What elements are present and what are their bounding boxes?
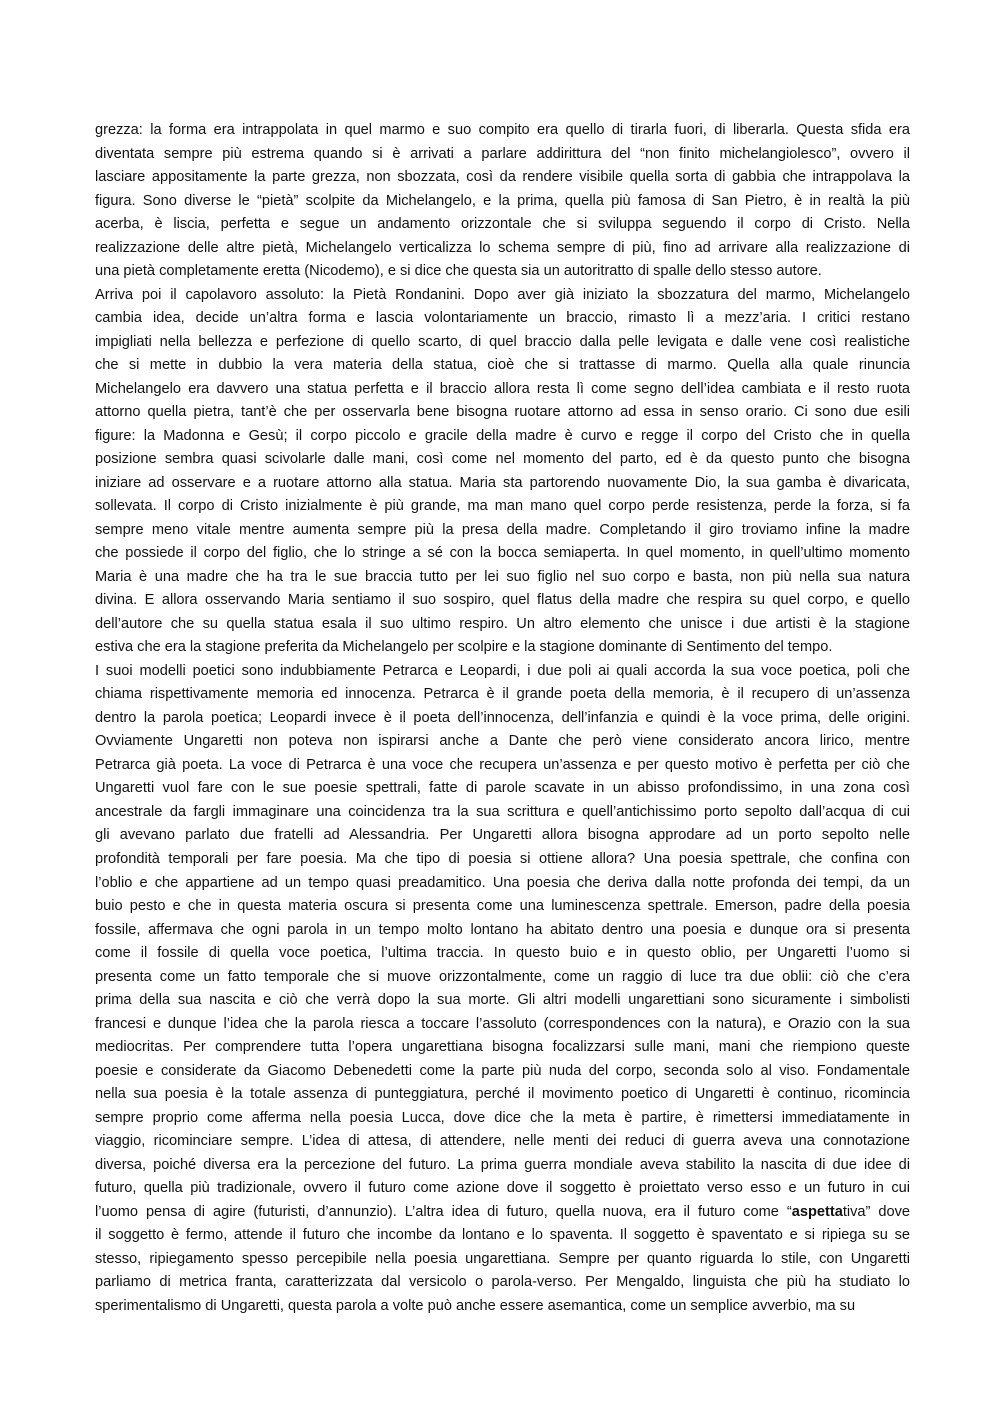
line-text: impigliati nella bellezza e perfezione di quello scarto, di quel braccio dalla pelle levigata e dalle vene così realistiche xyxy=(95,333,910,350)
text-line xyxy=(95,354,910,378)
line-text: fossile, affermava che ogni parola in un tempo molto lontano ha abitato dentro una poesia e dunque ora si presenta xyxy=(95,921,910,938)
text-line xyxy=(95,660,910,684)
text-line xyxy=(95,542,910,566)
line-text: come il fossile di quella voce poetica, l’ultima traccia. In questo buio e in questo oblio, per Ungaretti l’uomo si xyxy=(95,945,910,962)
text-line xyxy=(95,824,910,848)
line-text: I suoi modelli poetici sono indubbiamente Petrarca e Leopardi, i due poli ai quali accorda la sua voce poetica, poli che xyxy=(95,662,910,679)
line-text: parliamo di metrica franta, caratterizzata dal versicolo o parola-verso. Per Mengaldo, linguista che più ha studiato lo xyxy=(95,1274,910,1291)
line-text: figure: la Madonna e Gesù; il corpo piccolo e gracile della madre è curvo e regge il corpo del Cristo che in quella xyxy=(95,427,910,444)
text-line xyxy=(95,425,910,449)
text-line xyxy=(95,1201,910,1225)
line-text: dell’autore che su quella statua esala il suo ultimo respiro. Un altro elemento che unisce i due artisti è la stagione xyxy=(95,615,910,632)
text-line xyxy=(95,1224,910,1248)
line-text: ancestrale da fargli immaginare una coincidenza tra la sua scrittura e quell’antichissimo porto sepolto dall’acqua di cui xyxy=(95,803,910,820)
line-text: Ungaretti vuol fare con le sue poesie spettrali, fatte di parole scavate in un abisso profondissimo, in una zona così xyxy=(95,780,910,797)
line-text: prima della sua nascita e ciò che verrà dopo la sua morte. Gli altri modelli ungarettiani sono sicuramente i simbolisti xyxy=(95,992,910,1009)
text-line xyxy=(95,566,910,590)
text-line xyxy=(95,1154,910,1178)
text-line xyxy=(95,1013,910,1037)
text-line xyxy=(95,1083,910,1107)
text-line xyxy=(95,848,910,872)
text-line xyxy=(95,237,910,261)
line-text: grezza: la forma era intrappolata in quel marmo e suo compito era quello di tirarla fuori, di liberarla. Questa sfida era xyxy=(95,122,910,138)
text-line xyxy=(95,754,910,778)
text-line xyxy=(95,331,910,355)
line-text: posizione sembra quasi scivolarle dalle mani, così come nel momento del parto, ed è da questo punto che bisogna xyxy=(95,451,910,468)
text-line xyxy=(95,801,910,825)
text-line xyxy=(95,260,910,284)
text-line xyxy=(95,1177,910,1201)
line-text: diventata sempre più estrema quando si è arrivati a parlare addirittura del “non finito michelangiolesco”, ovvero il xyxy=(95,145,910,162)
line-text: acerba, è liscia, perfetta e segue un andamento orizzontale che si sviluppa seguendo il corpo di Cristo. Nella xyxy=(95,216,910,233)
line-text: figura. Sono diverse le “pietà” scolpite da Michelangelo, e la prima, quella più famosa di San Pietro, è in realtà la più xyxy=(95,192,910,209)
text-line xyxy=(95,472,910,496)
line-text-continued: tiva” dove xyxy=(842,1203,910,1220)
line-text: iniziare ad osservare e a ruotare attorno alla statua. Maria sta partorendo nuovamente Dio, la sua gamba è divaricata, xyxy=(95,474,910,491)
line-text: diversa, poiché diversa era la percezione del futuro. La prima guerra mondiale aveva stabilito la nascita di due idee di xyxy=(95,1156,910,1173)
text-line xyxy=(95,989,910,1013)
text-line xyxy=(95,966,910,990)
text-line xyxy=(95,307,910,331)
text-line xyxy=(95,942,910,966)
line-text: dentro la parola poetica; Leopardi invece è il poeta dell’innocenza, dell’infanzia e quindi è la voce prima, delle origini. xyxy=(95,709,910,726)
bold-word: aspetta xyxy=(791,1203,843,1220)
line-text: realizzazione delle altre pietà, Michelangelo verticalizza lo schema sempre di più, fino ad arrivare alla realizzazione di xyxy=(95,239,910,256)
text-line xyxy=(95,1271,910,1295)
line-text: Petrarca già poeta. La voce di Petrarca è una voce che recupera un’assenza e per questo motivo è perfetta per ciò che xyxy=(95,756,910,773)
text-line xyxy=(95,1036,910,1060)
text-line xyxy=(95,1248,910,1272)
text-line xyxy=(95,683,910,707)
text-line xyxy=(95,378,910,402)
line-text: che si mette in dubbio la vera materia della statua, cioè che si trattasse di marmo. Quella alla quale rinuncia xyxy=(95,357,910,374)
text-line xyxy=(95,707,910,731)
line-text: attorno quella pietra, tant’è che per osservarla bene bisogna ruotare attorno ad essa in senso orario. Ci sono due esili xyxy=(95,404,910,421)
line-text: francesi e dunque l’idea che la parola riesca a toccare l’assoluto (correspondences con la natura), e Orazio con la sua xyxy=(95,1015,910,1032)
line-text: presenta come un fatto temporale che si muove orizzontalmente, come un raggio di luce tra due oblii: ciò che c’era xyxy=(95,968,910,985)
line-text: Arriva poi il capolavoro assoluto: la Pietà Rondanini. Dopo aver già iniziato la sbozzatura del marmo, Michelangelo xyxy=(95,286,910,303)
text-line xyxy=(95,613,910,637)
text-line xyxy=(95,143,910,167)
text-line xyxy=(95,495,910,519)
text-line xyxy=(95,895,910,919)
text-line xyxy=(95,119,910,143)
line-text: chiama rispettivamente memoria ed innocenza. Petrarca è il grande poeta della memoria, è il recupero di un’assenza xyxy=(95,686,910,703)
text-line xyxy=(95,213,910,237)
text-line xyxy=(95,448,910,472)
text-line xyxy=(95,284,910,308)
line-text: sempre meno vitale mentre aumenta sempre più la presa della madre. Completando il giro troviamo infine la madre xyxy=(95,521,910,538)
line-text: cambia idea, decide un’altra forma e lascia volontariamente un braccio, rimasto lì a mezz’aria. I critici restano xyxy=(95,310,910,327)
line-text: il soggetto è fermo, attende il futuro che incombe da lontano e lo spaventa. Il soggetto è spaventato e si ripiega su se xyxy=(95,1227,910,1244)
text-line xyxy=(95,401,910,425)
text-line xyxy=(95,730,910,754)
line-text: futuro, quella più tradizionale, ovvero il futuro come azione dove il soggetto è proiettato verso esso e un futuro in cui xyxy=(95,1180,910,1197)
line-text: Michelangelo era davvero una statua perfetta e il braccio allora resta lì come segno dell’idea cambiata e il resto ruota xyxy=(95,380,910,397)
text-line xyxy=(95,519,910,543)
line-text: l’uomo pensa di agire (futuristi, d’annunzio). L’altra idea di futuro, quella nuova, era il futuro come “ xyxy=(95,1203,792,1220)
line-text: nella sua poesia è la totale assenza di punteggiatura, perché il movimento poetico di Ungaretti è continuo, ricomincia xyxy=(95,1086,910,1103)
text-line xyxy=(95,1060,910,1084)
line-text: buio pesto e che in questa materia oscura si presenta come una luminescenza spettrale. Emerson, padre della poesia xyxy=(95,898,910,915)
line-text: estiva che era la stagione preferita da Michelangelo per scolpire e la stagione dominante di Sentimento del tempo. xyxy=(95,639,833,656)
line-text: una pietà completamente eretta (Nicodemo), e si dice che questa sia un autoritratto di spalle dello stesso autore. xyxy=(95,263,822,280)
line-text: gli avevano parlato due fratelli ad Alessandria. Per Ungaretti allora bisogna approdare ad un porto sepolto nelle xyxy=(95,827,910,844)
line-text: sempre proprio come afferma nella poesia Lucca, dove dice che la meta è partire, è rimettersi immediatamente in xyxy=(95,1109,910,1126)
line-text: mediocritas. Per comprendere tutta l’opera ungarettiana bisogna focalizzarsi sulle mani, mani che riempiono queste xyxy=(95,1039,910,1056)
text-line xyxy=(95,919,910,943)
line-text: viaggio, ricominciare sempre. L’idea di attesa, di attendere, nelle menti dei reduci di guerra aveva una connotazione xyxy=(95,1133,910,1150)
line-text: stesso, ripiegamento spesso percepibile nella poesia ungarettiana. Sempre per quanto riguarda lo stile, con Ungaretti xyxy=(95,1250,910,1267)
line-text: lasciare appositamente la parte grezza, non sbozzata, così da rendere visibile quella sorta di gabbia che intrappolava la xyxy=(95,169,910,186)
line-text: che possiede il corpo del figlio, che lo stringe a sé con la bocca semiaperta. In quel momento, in quell’ultimo momento xyxy=(95,545,910,562)
text-line xyxy=(95,1130,910,1154)
line-text: poesie e considerate da Giacomo Debenedetti come la parte più nuda del corpo, seconda solo al viso. Fondamentale xyxy=(95,1062,910,1079)
line-text: profondità temporali per fare poesia. Ma che tipo di poesia si ottiene allora? Una poesia spettrale, che confina con xyxy=(95,850,910,867)
line-text: divina. E allora osservando Maria sentiamo il suo sospiro, quel flatus della madre che respira su quel corpo, e quello xyxy=(95,592,910,609)
document-page xyxy=(95,119,910,1318)
text-line xyxy=(95,872,910,896)
line-text: sollevata. Il corpo di Cristo inizialmente è più grande, ma man mano quel corpo perde resistenza, perde la forza, si fa xyxy=(95,498,910,515)
line-text: l’oblio e che appartiene ad un tempo quasi preadamitico. Una poesia che deriva dalla notte profonda dei tempi, da un xyxy=(95,874,910,891)
text-line xyxy=(95,1295,910,1319)
text-line xyxy=(95,589,910,613)
line-text: sperimentalismo di Ungaretti, questa parola a volte può anche essere asemantica, come un semplice avverbio, ma su xyxy=(95,1297,856,1314)
text-line xyxy=(95,777,910,801)
text-line xyxy=(95,166,910,190)
line-text: Ovviamente Ungaretti non poteva non ispirarsi anche a Dante che però viene considerato ancora lirico, mentre xyxy=(95,733,910,750)
text-line xyxy=(95,190,910,214)
text-line xyxy=(95,1107,910,1131)
text-line xyxy=(95,636,910,660)
line-text: Maria è una madre che ha tra le sue braccia tutto per lei suo figlio nel suo corpo e basta, non più nella sua natura xyxy=(95,568,910,585)
